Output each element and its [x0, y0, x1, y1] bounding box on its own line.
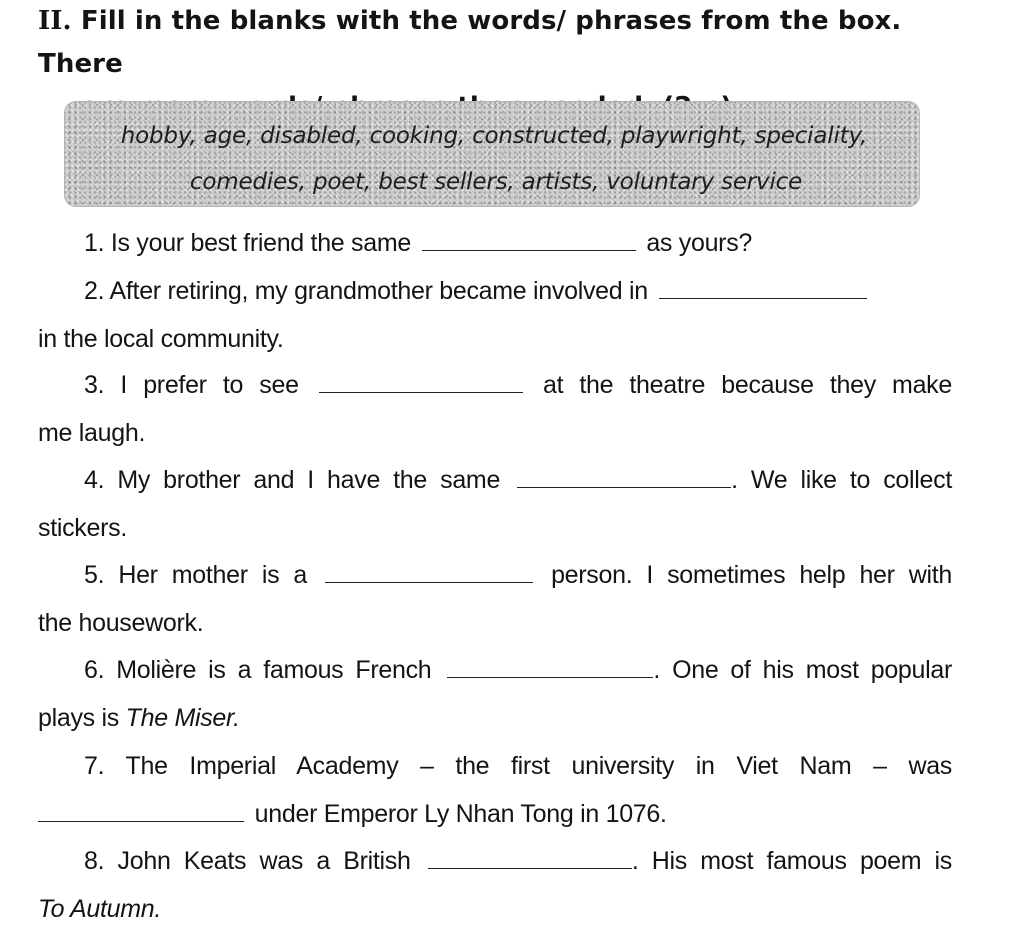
question-number: 2.: [84, 277, 105, 305]
question-text: as yours?: [646, 229, 752, 257]
question-8: [38, 838, 952, 933]
answer-blank-6[interactable]: [447, 657, 653, 678]
question-text: After retiring, my grandmother became involved in: [109, 277, 648, 305]
question-text: person. I sometimes help her with: [551, 561, 952, 589]
exercise-instruction-line1: Fill in the blanks with the words/ phrases from the box. There: [38, 6, 902, 79]
question-text: My brother and I have the same: [117, 466, 501, 494]
question-3: [38, 362, 952, 457]
word-box: [64, 101, 920, 207]
question-number: 3.: [84, 371, 105, 399]
word-box-row-2: comedies, poet, best sellers, artists, voluntary service: [189, 169, 803, 195]
question-6: [38, 647, 952, 742]
question-text: . His most famous poem is: [631, 847, 953, 875]
question-4: [38, 457, 952, 552]
question-continuation: [38, 695, 952, 743]
answer-blank-8[interactable]: [428, 848, 632, 869]
question-2: [38, 268, 952, 363]
play-title: The Miser.: [125, 703, 240, 732]
question-3-line: [38, 362, 952, 410]
question-text: The Imperial Academy – the first university in Viet Nam – was: [125, 752, 952, 780]
answer-blank-5[interactable]: [325, 562, 533, 583]
word-box-row-1: hobby, age, disabled, cooking, constructed, playwright, speciality,: [120, 123, 868, 149]
question-number: 7.: [84, 752, 105, 780]
answer-blank-2[interactable]: [659, 278, 867, 299]
exercise-number: II.: [38, 6, 72, 36]
question-text: Molière is a famous French: [116, 656, 432, 684]
answer-blank-7[interactable]: [38, 801, 244, 822]
question-number: 4.: [84, 466, 105, 494]
question-number: 1.: [84, 229, 105, 257]
question-text: John Keats was a British: [117, 847, 411, 875]
word-box-text: [64, 113, 920, 205]
question-number: 5.: [84, 561, 105, 589]
question-6-line: [38, 647, 952, 695]
question-text: . We like to collect: [731, 466, 952, 494]
question-1-line: [38, 220, 952, 268]
question-text: plays is: [38, 703, 119, 732]
poem-title: To Autumn.: [38, 894, 162, 923]
question-number: 6.: [84, 656, 105, 684]
question-continuation: in the local community.: [38, 324, 284, 353]
question-text: Is your best friend the same: [110, 229, 411, 257]
question-continuation: me laugh.: [38, 418, 146, 447]
question-5: [38, 552, 952, 647]
question-5-line: [38, 552, 952, 600]
question-2-line: [38, 268, 952, 316]
question-8-line: [38, 838, 952, 886]
question-continuation: the housework.: [38, 608, 204, 637]
question-7-line: [38, 743, 952, 791]
question-text: I prefer to see: [120, 371, 299, 399]
question-continuation: [38, 791, 952, 839]
question-continuation: stickers.: [38, 513, 127, 542]
answer-blank-1[interactable]: [422, 230, 636, 251]
question-1: [38, 220, 952, 268]
question-text: . One of his most popular: [653, 656, 953, 684]
question-text: at the theatre because they make: [542, 371, 952, 399]
question-number: 8.: [84, 847, 105, 875]
answer-blank-4[interactable]: [517, 467, 731, 488]
question-text: under Emperor Ly Nhan Tong in 1076.: [254, 799, 667, 828]
answer-blank-3[interactable]: [319, 372, 523, 393]
question-4-line: [38, 457, 952, 505]
question-text: Her mother is a: [118, 561, 307, 589]
question-7: [38, 743, 952, 838]
